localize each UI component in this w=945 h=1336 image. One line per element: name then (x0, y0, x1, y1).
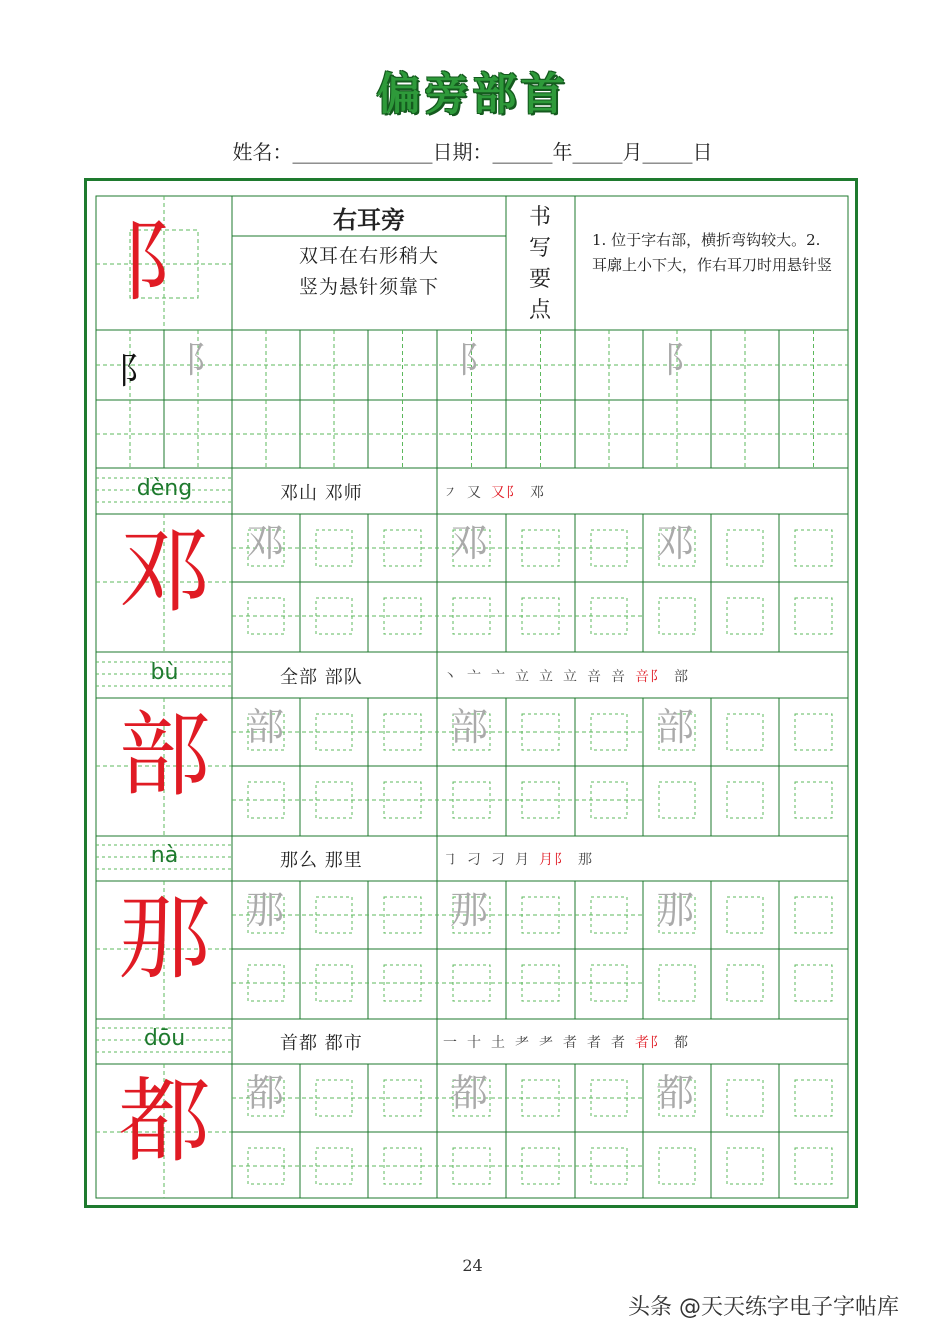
model-char: 那 (118, 885, 211, 992)
practice-cell-guide (795, 1080, 832, 1116)
pinyin: bù (150, 660, 179, 685)
practice-cell-guide (659, 598, 695, 634)
stroke-step: 咅阝 (635, 669, 665, 685)
radical-desc-2: 竖为悬针须靠下 (298, 276, 439, 298)
stroke-step: 者阝 (635, 1035, 665, 1051)
name-date-line: 姓名：______________日期：______年_____月_____日 (232, 140, 713, 164)
practice-cell-guide (795, 1148, 832, 1184)
trace-char: 部 (246, 705, 285, 749)
pinyin: dèng (136, 476, 193, 501)
key-points-label: 书 写 要 点 (528, 205, 551, 323)
radical-sample-char: 阝 (118, 351, 155, 392)
practice-cell-guide (727, 1080, 763, 1116)
page-title: 偏旁部首 (376, 69, 569, 120)
practice-cell-guide (727, 598, 763, 634)
stroke-order (443, 1032, 698, 1052)
practice-cell-guide (727, 965, 763, 1001)
model-char: 部 (118, 702, 211, 809)
stroke-step: 耂 (539, 1035, 554, 1051)
trace-char: 部 (450, 705, 489, 749)
stroke-step: 立 (515, 669, 530, 685)
practice-cell-guide (795, 897, 832, 933)
model-char: 都 (118, 1068, 211, 1175)
stroke-step: 咅 (587, 669, 602, 685)
watermark: 头条 @天天练字电子字帖库 (628, 1295, 899, 1320)
stroke-step: 部 (674, 669, 689, 685)
practice-cell-guide (727, 530, 763, 566)
stroke-step: ㇆ (443, 852, 458, 868)
trace-char: 邓 (246, 521, 285, 565)
pinyin: nà (150, 843, 179, 868)
stroke-step: 土 (491, 1035, 506, 1051)
stroke-step: 都 (674, 1035, 689, 1051)
example-words: 邓山 邓师 (280, 483, 363, 504)
trace-char: 邓 (450, 521, 489, 565)
stroke-step: 刁 (467, 852, 482, 868)
trace-char: 都 (246, 1071, 285, 1115)
stroke-step: 立 (563, 669, 578, 685)
stroke-step: 亠 (467, 669, 482, 685)
practice-cell-guide (659, 782, 695, 818)
page-number: 24 (462, 1256, 483, 1275)
practice-cell-guide (727, 897, 763, 933)
practice-cell-guide (795, 782, 832, 818)
model-char: 邓 (118, 518, 211, 625)
stroke-order (443, 849, 602, 869)
trace-char: 那 (246, 888, 285, 932)
stroke-step: 者 (563, 1035, 578, 1051)
stroke-step: 者 (611, 1035, 626, 1051)
practice-cell-guide (727, 1148, 763, 1184)
radical-char: 阝 (120, 210, 209, 313)
stroke-step: 咅 (611, 669, 626, 685)
practice-cell-guide (659, 1148, 695, 1184)
stroke-step: 又 (467, 485, 482, 501)
trace-char: 那 (656, 888, 695, 932)
stroke-step: 丶 (443, 669, 458, 685)
practice-cell-guide (795, 965, 832, 1001)
trace-char: 部 (656, 705, 695, 749)
example-words: 那么 那里 (280, 850, 363, 871)
stroke-step: 又阝 (491, 485, 521, 501)
stroke-step: 月阝 (539, 852, 569, 868)
example-words: 全部 部队 (280, 667, 363, 688)
stroke-step: 那 (578, 852, 593, 868)
example-words: 首都 都市 (280, 1033, 363, 1054)
practice-cell-guide (727, 782, 763, 818)
stroke-order (443, 482, 554, 502)
trace-char: 那 (450, 888, 489, 932)
key-points-text: 1. 位于字右部，横折弯钩较大。2. 耳廓上小下大，作右耳刀时用悬针竖 (592, 231, 833, 274)
stroke-step: 刁 (491, 852, 506, 868)
trace-char: 邓 (656, 521, 695, 565)
stroke-step: 月 (515, 852, 530, 868)
stroke-step: 亠 (491, 669, 506, 685)
radical-desc-1: 双耳在右形稍大 (298, 245, 439, 267)
stroke-step: ㇇ (443, 485, 458, 501)
stroke-step: 立 (539, 669, 554, 685)
pinyin: dōu (143, 1026, 186, 1051)
practice-cell-guide (795, 598, 832, 634)
stroke-step: 耂 (515, 1035, 530, 1051)
stroke-step: 一 (443, 1035, 458, 1051)
practice-cell-guide (659, 965, 695, 1001)
radical-trace-char: 阝 (458, 340, 495, 381)
trace-char: 都 (656, 1071, 695, 1115)
trace-char: 都 (450, 1071, 489, 1115)
stroke-step: 十 (467, 1035, 482, 1051)
radical-name: 右耳旁 (333, 205, 405, 234)
stroke-order (443, 666, 698, 686)
stroke-step: 邓 (530, 485, 545, 501)
radical-trace-char: 阝 (185, 340, 222, 381)
radical-trace-char: 阝 (664, 340, 701, 381)
practice-cell-guide (795, 714, 832, 750)
practice-cell-guide (727, 714, 763, 750)
practice-cell-guide (795, 530, 832, 566)
stroke-step: 者 (587, 1035, 602, 1051)
